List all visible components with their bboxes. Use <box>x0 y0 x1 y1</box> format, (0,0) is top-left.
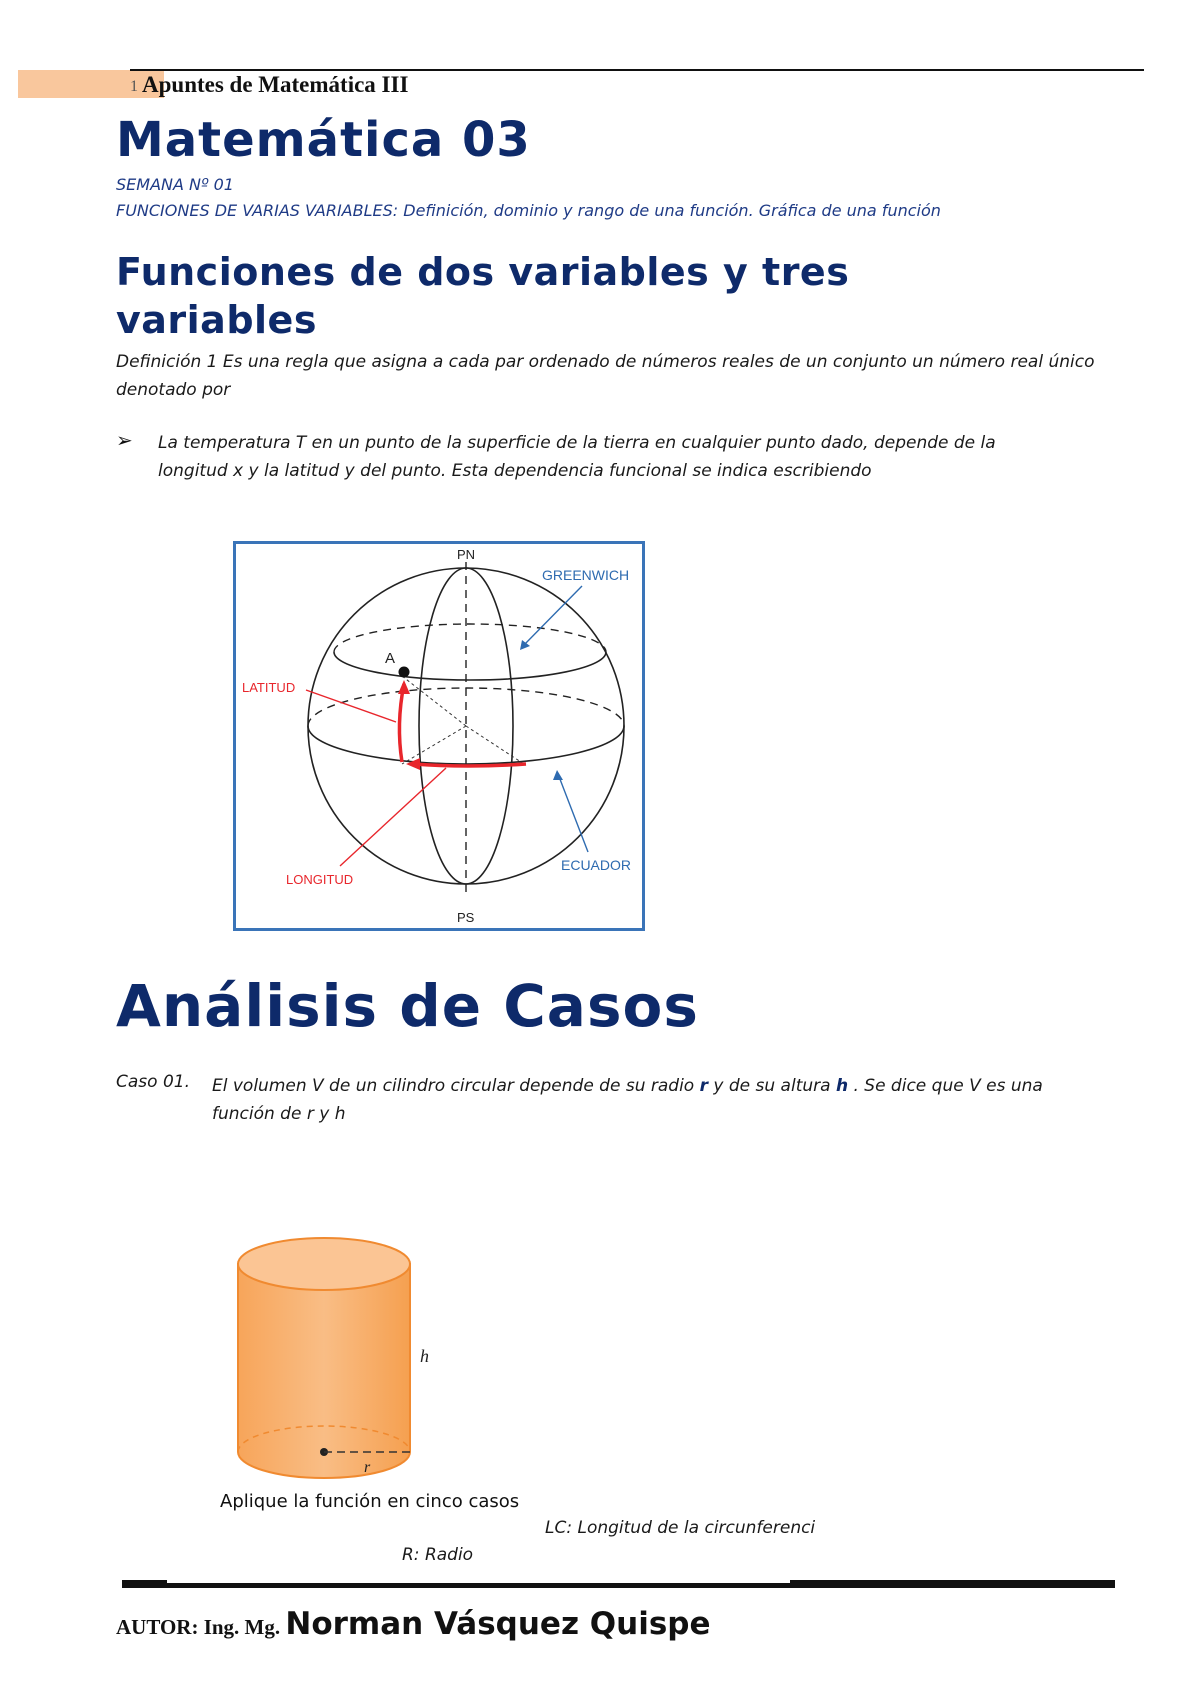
upper-parallel-front <box>334 652 606 680</box>
latitude-arrowhead <box>398 680 410 694</box>
latitud-label: LATITUD <box>242 680 296 695</box>
radius-to-greenwich <box>466 726 524 764</box>
ecuador-arrowhead <box>553 770 563 780</box>
pn-label: PN <box>457 547 476 562</box>
section-heading-cases: Análisis de Casos <box>116 972 699 1040</box>
cylinder-diagram <box>228 1232 448 1488</box>
latitud-pointer <box>306 690 396 722</box>
radius-to-a <box>402 676 466 726</box>
ecuador-label: ECUADOR <box>561 857 632 873</box>
cylinder-h-label: h <box>420 1346 429 1366</box>
case-text-3: . Se dice que V es una función de r y h <box>212 1076 1043 1124</box>
radius-to-equator <box>402 726 466 764</box>
lc-definition: LC: Longitud de la circunferenci <box>545 1518 816 1538</box>
longitude-arc <box>414 764 526 766</box>
instruction-text: Aplique la función en cinco casos <box>220 1491 520 1512</box>
cylinder-r-label: r <box>364 1459 371 1476</box>
greenwich-pointer <box>522 586 582 647</box>
greenwich-arrowhead <box>520 640 530 650</box>
author-name: Norman Vásquez Quispe <box>285 1606 711 1642</box>
point-a-marker <box>399 667 410 678</box>
r-definition: R: Radio <box>402 1545 474 1565</box>
var-r: r <box>699 1076 708 1096</box>
greenwich-label: GREENWICH <box>542 567 630 583</box>
ecuador-pointer <box>558 774 588 852</box>
latitude-arc <box>399 684 404 762</box>
footer-rule <box>122 1583 1115 1588</box>
cylinder-body <box>238 1264 410 1478</box>
case-text-2: y de su altura <box>708 1076 836 1096</box>
cylinder-top <box>238 1238 410 1290</box>
topic-line: FUNCIONES DE VARIAS VARIABLES: Definición, dominio y rango de una función. Gráfica de una función <box>116 201 941 220</box>
point-a-label: A <box>385 650 396 667</box>
longitud-label: LONGITUD <box>286 872 354 887</box>
bullet-paragraph: La temperatura T en un punto de la superficie de la tierra en cualquier punto dado, depende de la longitud x y la latitud y del punto. Esta dependencia funcional se indica escribiendo <box>158 433 996 481</box>
longitud-pointer <box>340 768 446 866</box>
header-rule <box>130 69 1144 71</box>
author-prefix: AUTOR: Ing. Mg. <box>116 1615 286 1639</box>
section-heading-functions: Funciones de dos variables y tres variables <box>116 250 850 342</box>
var-h: h <box>835 1076 849 1096</box>
globe-figure <box>233 541 645 931</box>
header-title: Apuntes de Matemática III <box>142 72 409 97</box>
document-title: Matemática 03 <box>116 112 531 168</box>
author-line <box>116 1606 711 1642</box>
arrow-bullet-icon: ➢ <box>116 428 133 452</box>
ps-label: PS <box>457 910 475 925</box>
case-label: Caso 01. <box>116 1072 190 1092</box>
week-label: SEMANA Nº 01 <box>116 175 234 194</box>
case-paragraph <box>212 1072 1092 1128</box>
globe-diagram <box>236 544 642 928</box>
upper-parallel-back <box>334 624 606 652</box>
case-text-1: El volumen V de un cilindro circular depende de su radio <box>212 1076 700 1096</box>
definition-paragraph: Definición 1 Es una regla que asigna a cada par ordenado de números reales de un conjunto un número real único denotado por <box>116 352 1095 400</box>
page-number: 1 <box>130 78 138 95</box>
